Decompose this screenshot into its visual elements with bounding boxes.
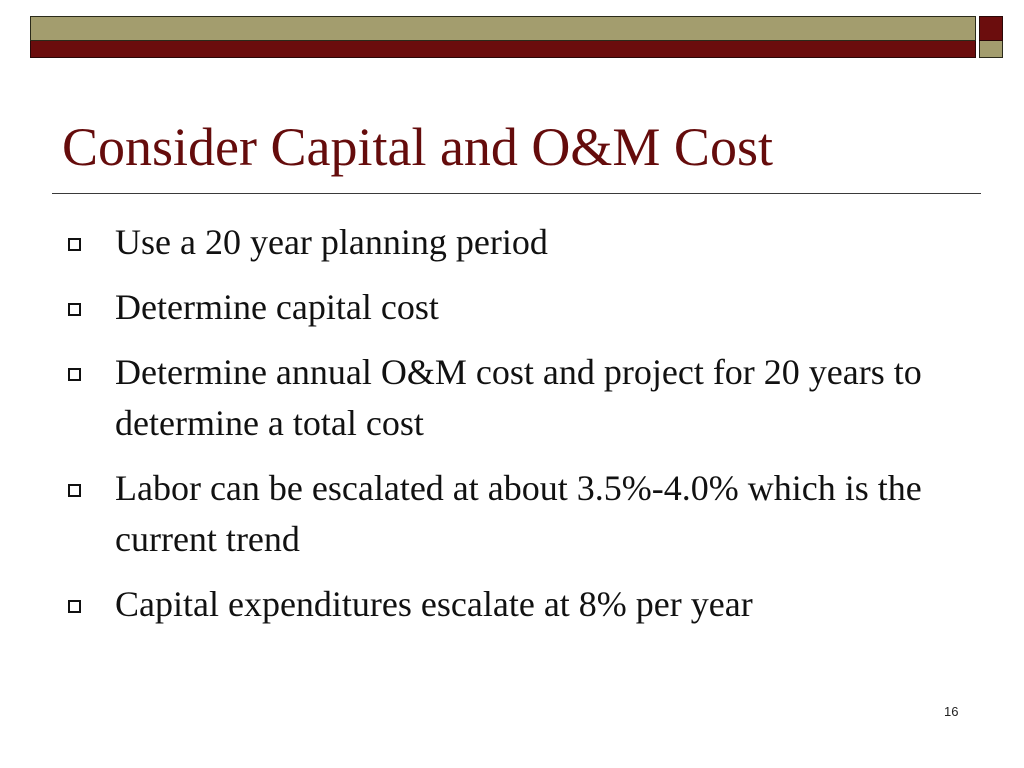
bullet-item (66, 217, 966, 268)
bullet-item (66, 282, 966, 333)
bullet-item (66, 463, 966, 565)
slide-page-number: 16 (944, 704, 959, 719)
slide-title: Consider Capital and O&M Cost (62, 117, 773, 177)
bullet-text: Determine capital cost (115, 287, 439, 327)
hollow-square-bullet-icon (68, 303, 81, 316)
bullet-text: Determine annual O&M cost and project for 20 years to determine a total cost (115, 352, 922, 443)
hollow-square-bullet-icon (68, 484, 81, 497)
header-band-maroon (30, 41, 976, 58)
hollow-square-bullet-icon (68, 368, 81, 381)
bullet-text: Use a 20 year planning period (115, 222, 548, 262)
header-square-maroon (979, 16, 1003, 41)
bullet-text: Labor can be escalated at about 3.5%-4.0% which is the current trend (115, 468, 922, 559)
bullet-list (66, 217, 966, 644)
bullet-text: Capital expenditures escalate at 8% per year (115, 584, 753, 624)
bullet-item (66, 579, 966, 630)
hollow-square-bullet-icon (68, 238, 81, 251)
header-square-olive (979, 41, 1003, 58)
bullet-item (66, 347, 966, 449)
header-band-olive (30, 16, 976, 41)
hollow-square-bullet-icon (68, 600, 81, 613)
title-divider (52, 193, 981, 194)
